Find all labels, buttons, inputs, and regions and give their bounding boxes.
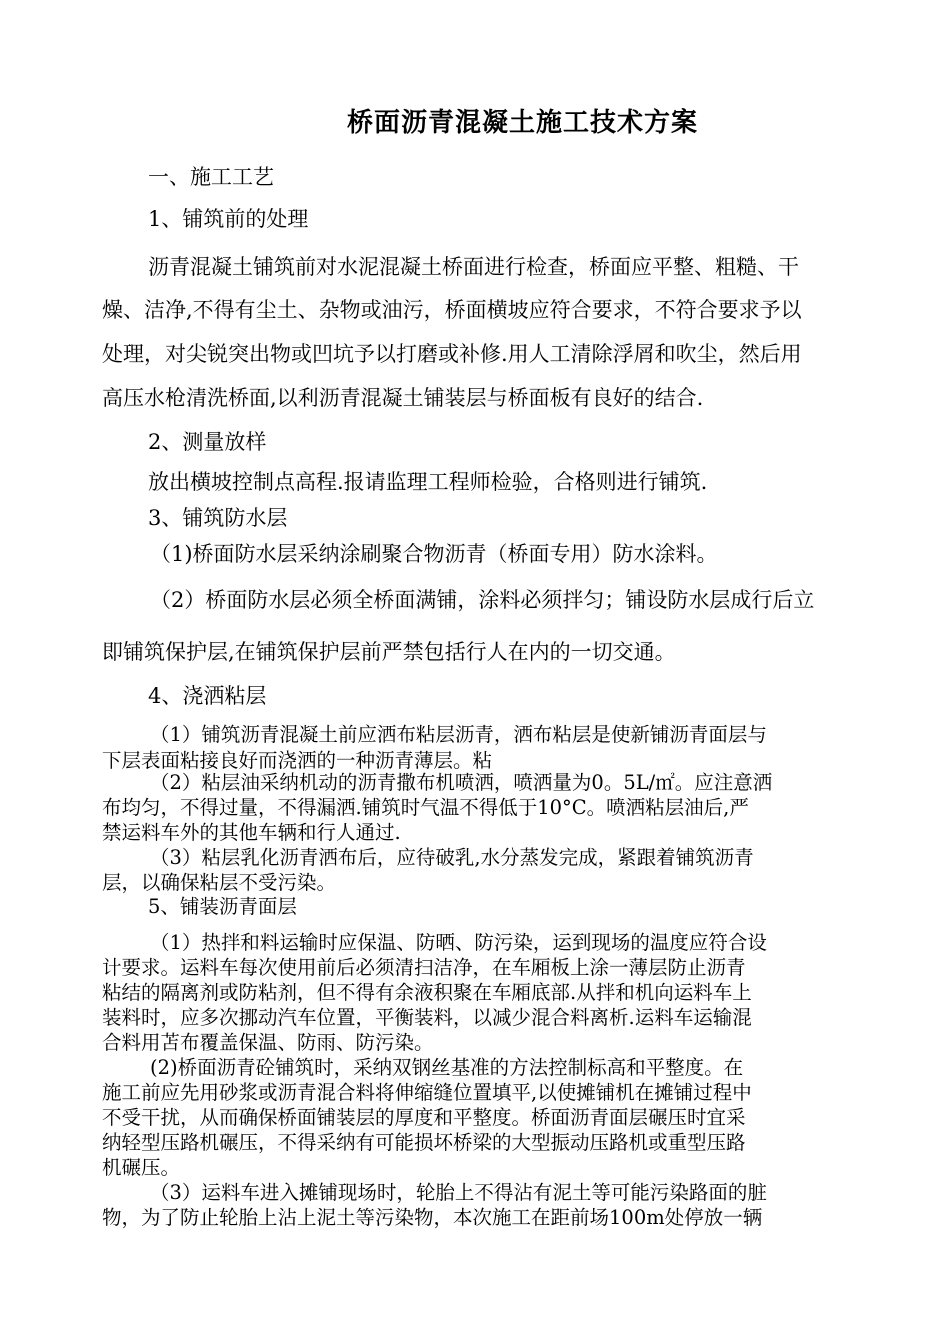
paragraph-line: 层，以确保粘层不受污染。 — [102, 871, 337, 894]
paragraph-line: 高压水枪清洗桥面,以利沥青混凝土铺装层与桥面板有良好的结合. — [102, 386, 704, 410]
paragraph-line: （2）粘层油采纳机动的沥青撒布机喷洒，喷洒量为0。5L/㎡。应注意洒 — [150, 771, 773, 794]
paragraph-line: 处理，对尖锐突出物或凹坑予以打磨或补修.用人工清除浮屑和吹尘，然后用 — [102, 342, 802, 366]
paragraph-line: 布均匀，不得过量，不得漏洒.铺筑时气温不得低于10°C。喷洒粘层油后,严 — [102, 796, 749, 819]
document-title: 桥面沥青混凝土施工技术方案 — [346, 108, 698, 138]
paragraph-line: 粘结的隔离剂或防粘剂，但不得有余液积聚在车厢底部.从拌和机向运料车上 — [102, 981, 752, 1004]
paragraph-line: 施工前应先用砂浆或沥青混合料将伸缩缝位置填平,以使摊铺机在摊铺过程中 — [102, 1081, 752, 1104]
subheading-surface-layer: 5、铺装沥青面层 — [148, 895, 297, 918]
paragraph-line: 物，为了防止轮胎上沾上泥土等污染物，本次施工在距前场100m处停放一辆 — [102, 1206, 763, 1229]
paragraph-line: （2）桥面防水层必须全桥面满铺，涂料必须拌匀；铺设防水层成行后立 — [150, 588, 815, 612]
paragraph-line: 即铺筑保护层,在铺筑保护层前严禁包括行人在内的一切交通。 — [102, 640, 676, 664]
paragraph-line: （1)桥面防水层采纳涂刷聚合物沥青（桥面专用）防水涂料。 — [150, 542, 718, 566]
subheading-waterproof: 3、铺筑防水层 — [148, 506, 288, 530]
paragraph-line: 燥、洁净,不得有尘土、杂物或油污，桥面横坡应符合要求，不符合要求予以 — [102, 298, 802, 322]
paragraph-line: 放出横坡控制点高程.报请监理工程师检验，合格则进行铺筑. — [148, 470, 708, 494]
paragraph-line: 禁运料车外的其他车辆和行人通过. — [102, 821, 401, 844]
paragraph-line: 机碾压。 — [102, 1156, 181, 1179]
subheading-pre-paving: 1、铺筑前的处理 — [148, 207, 309, 231]
paragraph-line: （3）运料车进入摊铺现场时，轮胎上不得沾有泥土等可能污染路面的脏 — [150, 1181, 767, 1204]
paragraph-line: 纳轻型压路机碾压，不得采纳有可能损坏桥梁的大型振动压路机或重型压路 — [102, 1131, 746, 1154]
subheading-tack-coat: 4、浇洒粘层 — [148, 684, 267, 708]
paragraph-line: 下层表面粘接良好而浇洒的一种沥青薄层。粘 — [102, 749, 493, 772]
section-heading-process: 一、施工工艺 — [148, 165, 274, 189]
paragraph-line: 装料时，应多次挪动汽车位置，平衡装料，以减少混合料离析.运料车运输混 — [102, 1006, 752, 1029]
paragraph-line: 计要求。运料车每次使用前后必须清扫洁净，在车厢板上涂一薄层防止沥青 — [102, 956, 746, 979]
paragraph-line: (2)桥面沥青砼铺筑时，采纳双钢丝基准的方法控制标高和平整度。在 — [150, 1056, 744, 1079]
paragraph-line: （1）铺筑沥青混凝土前应洒布粘层沥青，洒布粘层是使新铺沥青面层与 — [150, 723, 767, 746]
paragraph-line: 合料用苫布覆盖保温、防雨、防污染。 — [102, 1031, 434, 1054]
paragraph-line: 不受干扰，从而确保桥面铺装层的厚度和平整度。桥面沥青面层碾压时宜采 — [102, 1106, 746, 1129]
paragraph-line: （1）热拌和料运输时应保温、防晒、防污染，运到现场的温度应符合设 — [150, 931, 767, 954]
paragraph-line: （3）粘层乳化沥青洒布后，应待破乳,水分蒸发完成，紧跟着铺筑沥青 — [150, 846, 754, 869]
subheading-survey: 2、测量放样 — [148, 430, 267, 454]
paragraph-line: 沥青混凝土铺筑前对水泥混凝土桥面进行检查，桥面应平整、粗糙、干 — [148, 255, 799, 279]
